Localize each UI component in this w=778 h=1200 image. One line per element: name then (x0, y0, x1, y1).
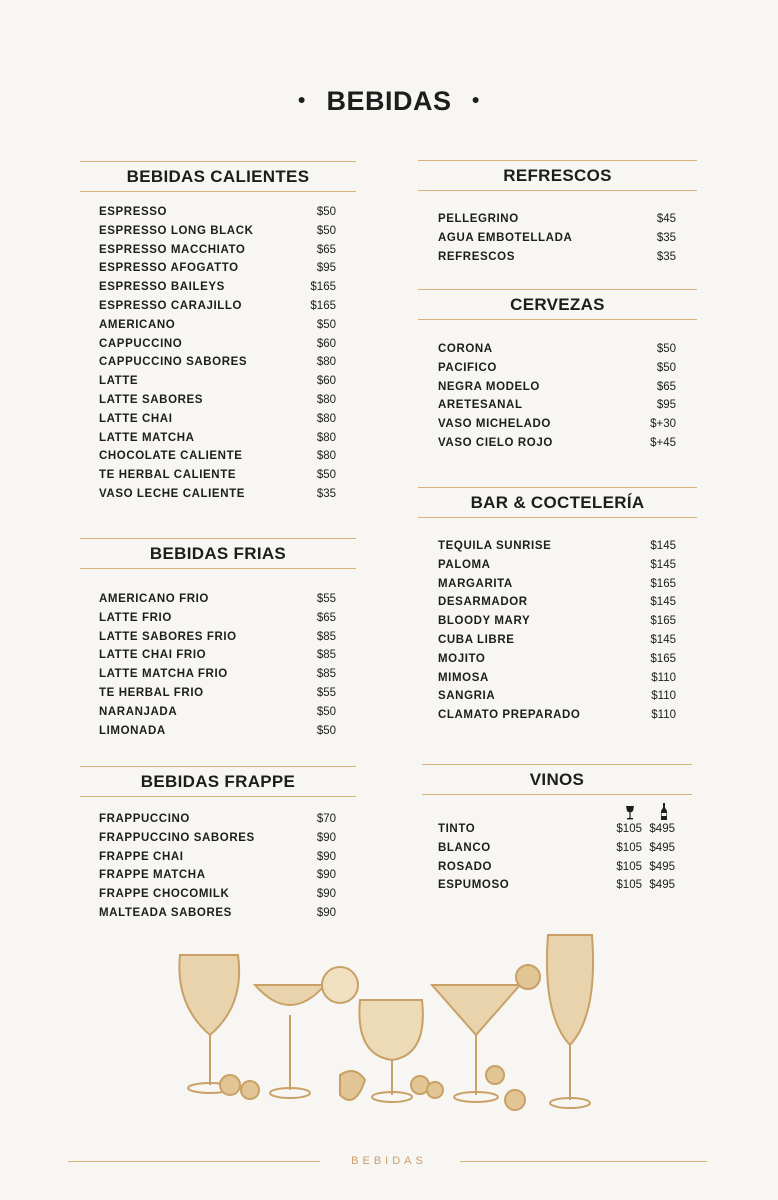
item-list (99, 813, 336, 926)
item-name: TEQUILA SUNRISE (438, 540, 552, 552)
item-price: $70 (316, 813, 336, 825)
menu-item (438, 672, 676, 691)
section-bebidas-frappe (80, 766, 356, 926)
page-title (0, 86, 778, 117)
item-price: $50 (316, 469, 336, 482)
menu-item (99, 687, 336, 706)
item-name: MARGARITA (438, 577, 513, 590)
item-name: LATTE MATCHA FRIO (99, 668, 228, 681)
menu-item (99, 725, 336, 744)
item-name: ARETESANAL (438, 399, 523, 412)
item-price: $50 (656, 361, 676, 374)
item-name: LATTE SABORES FRIO (99, 630, 237, 643)
item-price: $90 (316, 906, 336, 919)
menu-item (438, 437, 676, 456)
item-name: BLANCO (438, 841, 491, 854)
item-price: $60 (316, 375, 336, 388)
item-price: $50 (316, 318, 336, 331)
section-title: VINOS (422, 764, 692, 795)
wine-bottle-icon (660, 803, 668, 821)
item-name: LATTE FRIO (99, 611, 172, 624)
menu-item (438, 578, 676, 597)
item-name: CAPPUCCINO (99, 337, 183, 350)
menu-item (99, 488, 336, 507)
menu-item (438, 615, 676, 634)
item-price: $145 (650, 633, 676, 646)
item-name: VASO MICHELADO (438, 418, 551, 431)
menu-item (438, 343, 676, 362)
item-name: NEGRA MODELO (438, 380, 540, 393)
item-price: $85 (316, 649, 336, 662)
section-title: BEBIDAS CALIENTES (80, 161, 356, 192)
item-name: TE HERBAL FRIO (99, 686, 204, 699)
item-name: LATTE MATCHA (99, 431, 195, 444)
item-price: $80 (316, 356, 336, 369)
item-name: CHOCOLATE CALIENTE (99, 450, 243, 463)
menu-item (438, 381, 676, 400)
item-price: $85 (316, 630, 336, 643)
menu-item (438, 653, 676, 672)
item-price: $90 (316, 831, 336, 844)
wine-item (438, 861, 675, 880)
section-refrescos (418, 160, 697, 269)
item-price: $65 (316, 243, 336, 256)
glass-price: $105 (616, 841, 642, 854)
menu-item (99, 413, 336, 432)
item-price: $50 (656, 343, 676, 355)
page-title-text: BEBIDAS (326, 86, 452, 116)
item-name: LIMONADA (99, 724, 166, 737)
menu-item (438, 399, 676, 418)
item-price: $145 (650, 558, 676, 571)
item-name: NARANJADA (99, 705, 178, 718)
item-price: $65 (656, 380, 676, 393)
item-name: AMERICANO (99, 318, 176, 331)
item-price: $165 (310, 299, 336, 312)
menu-item (438, 709, 676, 728)
item-name: ESPRESSO LONG BLACK (99, 224, 254, 237)
item-price: $165 (650, 577, 676, 590)
section-bar-cocteleria (418, 487, 697, 728)
menu-item (99, 300, 336, 319)
item-price: $90 (316, 850, 336, 863)
item-name: ESPRESSO MACCHIATO (99, 243, 246, 256)
menu-item (99, 338, 336, 357)
item-name: FRAPPE CHOCOMILK (99, 888, 230, 901)
item-name: AMERICANO FRIO (99, 593, 209, 605)
item-name: FRAPPE MATCHA (99, 869, 206, 882)
menu-item (438, 634, 676, 653)
menu-item (99, 649, 336, 668)
item-name: MIMOSA (438, 671, 489, 684)
menu-item (99, 262, 336, 281)
menu-item (99, 432, 336, 451)
menu-item (99, 668, 336, 687)
item-list (438, 213, 676, 269)
section-title: BAR & COCTELERÍA (418, 487, 697, 518)
menu-item (99, 319, 336, 338)
item-name: ESPRESSO CARAJILLO (99, 299, 243, 312)
item-price: $95 (316, 262, 336, 275)
price-header-icons (438, 803, 675, 823)
item-price: $165 (650, 615, 676, 628)
footer-label: BEBIDAS (351, 1155, 427, 1167)
item-name: CUBA LIBRE (438, 633, 515, 646)
menu-item (438, 540, 676, 559)
bottle-price: $495 (649, 860, 675, 873)
item-name: ESPRESSO AFOGATTO (99, 262, 239, 275)
item-list (99, 206, 336, 507)
wine-item (438, 823, 675, 842)
item-name: MOJITO (438, 652, 486, 665)
drinks-illustration (170, 925, 610, 1120)
item-price: $50 (316, 705, 336, 718)
item-price: $85 (316, 668, 336, 681)
item-name: TINTO (438, 823, 476, 835)
glass-price: $105 (616, 879, 642, 892)
item-price: $90 (316, 888, 336, 901)
bottle-price: $495 (649, 841, 675, 854)
section-title: CERVEZAS (418, 289, 697, 320)
menu-item (99, 450, 336, 469)
item-list (99, 593, 336, 743)
wine-glass-icon (625, 805, 635, 821)
section-title: REFRESCOS (418, 160, 697, 191)
menu-item (99, 206, 336, 225)
menu-item (99, 612, 336, 631)
menu-item (99, 225, 336, 244)
menu-item (99, 469, 336, 488)
item-price: $165 (650, 652, 676, 665)
item-name: CORONA (438, 343, 493, 355)
item-name: VASO LECHE CALIENTE (99, 487, 246, 500)
menu-item (438, 690, 676, 709)
item-price: $+30 (650, 418, 676, 431)
section-bebidas-calientes (80, 161, 356, 507)
menu-item (99, 244, 336, 263)
menu-item (99, 851, 336, 870)
menu-item (99, 631, 336, 650)
item-name: MALTEADA SABORES (99, 906, 232, 919)
item-price: $50 (316, 724, 336, 737)
item-name: REFRESCOS (438, 250, 515, 263)
item-name: ESPRESSO (99, 206, 168, 218)
title-dot-right: ● (471, 91, 481, 107)
item-name: BLOODY MARY (438, 615, 531, 628)
menu-item (99, 813, 336, 832)
item-price: $80 (316, 412, 336, 425)
item-price: $145 (650, 596, 676, 609)
item-name: VASO CIELO ROJO (438, 436, 553, 449)
item-price: $+45 (650, 436, 676, 449)
menu-item (99, 375, 336, 394)
glass-price: $105 (616, 860, 642, 873)
section-title: BEBIDAS FRIAS (80, 538, 356, 569)
wine-item (438, 842, 675, 861)
bottle-price: $495 (649, 879, 675, 892)
item-price: $95 (656, 399, 676, 412)
menu-item (99, 907, 336, 926)
item-name: DESARMADOR (438, 596, 528, 609)
item-price: $55 (316, 686, 336, 699)
item-price: $60 (316, 337, 336, 350)
item-name: LATTE (99, 375, 139, 388)
item-name: PALOMA (438, 558, 491, 571)
menu-item (99, 888, 336, 907)
menu-item (99, 832, 336, 851)
wine-item (438, 879, 675, 898)
item-name: CLAMATO PREPARADO (438, 709, 581, 722)
menu-item (99, 706, 336, 725)
item-price: $35 (656, 231, 676, 244)
item-name: ESPUMOSO (438, 879, 510, 892)
item-name: CAPPUCCINO SABORES (99, 356, 248, 369)
menu-item (99, 593, 336, 612)
item-price: $165 (310, 281, 336, 294)
title-dot-left: ● (297, 91, 307, 107)
item-price: $50 (316, 206, 336, 218)
item-list (438, 823, 675, 898)
item-price: $145 (650, 540, 676, 552)
item-name: ROSADO (438, 860, 493, 873)
item-price: $65 (316, 611, 336, 624)
item-name: PACIFICO (438, 361, 497, 374)
item-name: SANGRIA (438, 690, 496, 703)
item-name: FRAPPUCCINO SABORES (99, 831, 255, 844)
item-price: $35 (316, 487, 336, 500)
item-name: TE HERBAL CALIENTE (99, 469, 237, 482)
menu-item (438, 251, 676, 270)
item-list (438, 540, 676, 728)
section-title: BEBIDAS FRAPPE (80, 766, 356, 797)
bottle-price: $495 (649, 823, 675, 835)
glass-price: $105 (616, 823, 642, 835)
menu-item (438, 232, 676, 251)
item-price: $110 (651, 709, 676, 722)
item-price: $80 (316, 431, 336, 444)
item-name: ESPRESSO BAILEYS (99, 281, 225, 294)
menu-item (438, 559, 676, 578)
menu-item (99, 869, 336, 888)
menu-item (438, 213, 676, 232)
item-name: AGUA EMBOTELLADA (438, 231, 573, 244)
menu-item (438, 362, 676, 381)
item-price: $110 (651, 671, 676, 684)
item-name: LATTE CHAI (99, 412, 173, 425)
item-name: FRAPPE CHAI (99, 850, 184, 863)
menu-item (99, 394, 336, 413)
item-price: $110 (651, 690, 676, 703)
item-price: $50 (316, 224, 336, 237)
item-name: LATTE SABORES (99, 393, 204, 406)
menu-item (99, 281, 336, 300)
item-name: FRAPPUCCINO (99, 813, 190, 825)
menu-item (438, 596, 676, 615)
item-price: $80 (316, 393, 336, 406)
item-name: LATTE CHAI FRIO (99, 649, 207, 662)
section-bebidas-frias (80, 538, 356, 743)
item-name: PELLEGRINO (438, 213, 519, 225)
item-price: $45 (656, 213, 676, 225)
section-cervezas (418, 289, 697, 456)
menu-item (438, 418, 676, 437)
item-price: $35 (656, 250, 676, 263)
item-price: $90 (316, 869, 336, 882)
menu-item (99, 356, 336, 375)
item-list (438, 343, 676, 456)
section-vinos (422, 764, 692, 898)
item-price: $55 (316, 593, 336, 605)
item-price: $80 (316, 450, 336, 463)
